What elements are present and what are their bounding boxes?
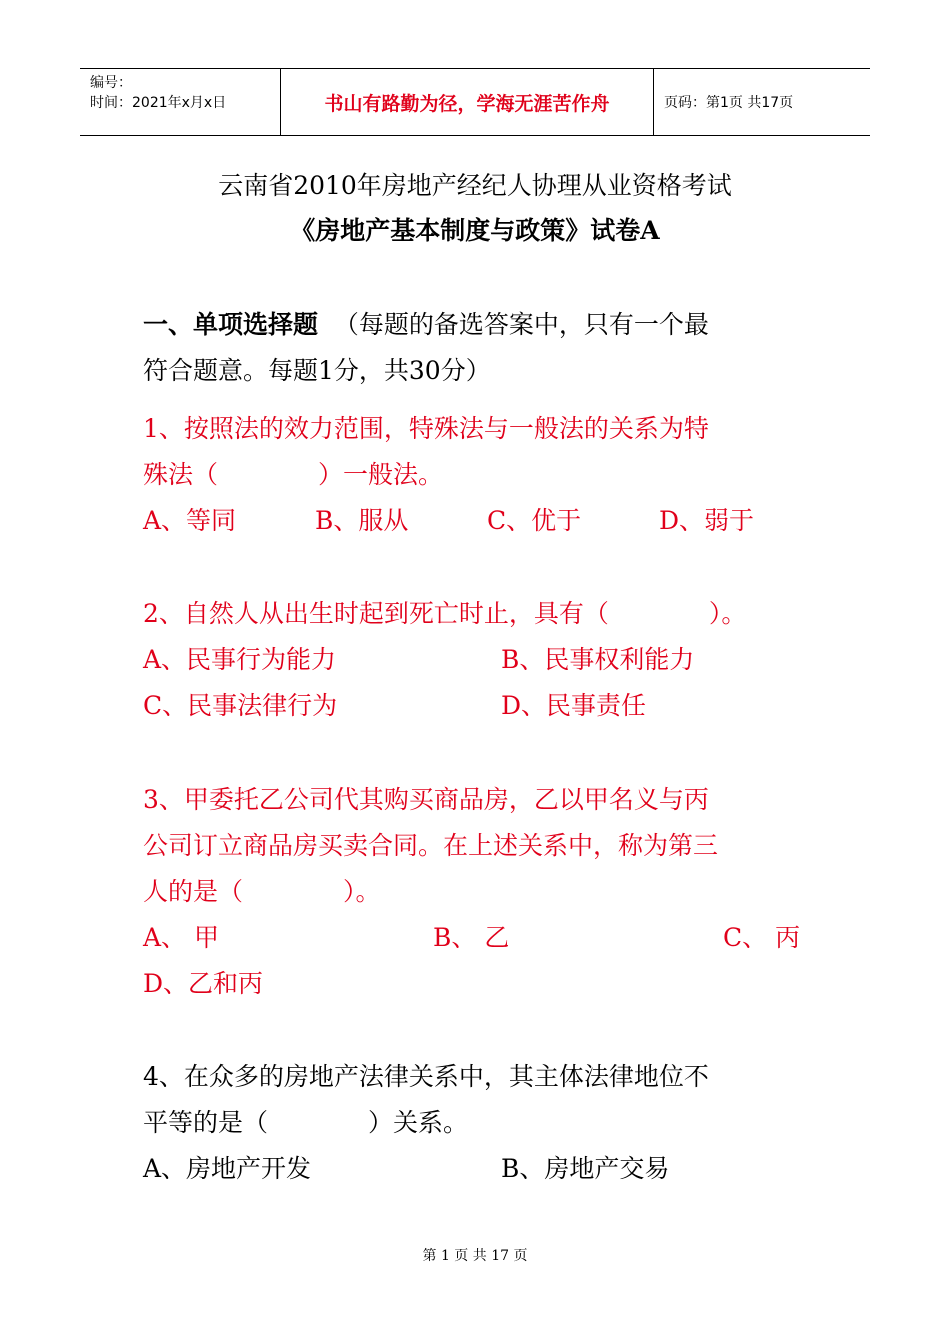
section-note-2: 符合题意。每题1分，共30分）	[143, 356, 491, 385]
option-a[interactable]: A、房地产开发	[143, 1154, 312, 1183]
question-1-stem-1: 1、按照法的效力范围，特殊法与一般法的关系为特	[143, 414, 709, 443]
question-1-options	[143, 498, 823, 544]
exam-subtitle: 《房地产基本制度与政策》试卷A	[290, 216, 660, 245]
section-note-1: （每题的备选答案中，只有一个最	[333, 310, 709, 339]
question-3-stem-2: 公司订立商品房买卖合同。在上述关系中，称为第三	[143, 831, 719, 860]
question-4	[143, 1054, 823, 1192]
question-2	[143, 591, 823, 729]
question-2-options-row-1	[143, 637, 823, 683]
page-info: 页码：第1页 共17页	[664, 95, 794, 111]
question-1-stem-2: 殊法（ ）一般法。	[143, 460, 444, 489]
header-meta-cell	[80, 69, 281, 135]
time-label: 时间：2021年x月x日	[90, 95, 227, 111]
option-c[interactable]: C、优于	[487, 506, 582, 535]
section-heading-block	[143, 302, 823, 394]
option-d[interactable]: D、民事责任	[501, 691, 647, 720]
number-label: 编号：	[90, 75, 132, 91]
exam-title: 云南省2010年房地产经纪人协理从业资格考试	[218, 171, 732, 200]
option-d[interactable]: D、弱于	[659, 506, 755, 535]
option-b[interactable]: B、 乙	[433, 923, 510, 952]
option-a[interactable]: A、 甲	[143, 923, 220, 952]
option-b[interactable]: B、服从	[315, 506, 409, 535]
header-motto-cell	[281, 69, 654, 135]
motto-text: 书山有路勤为径，学海无涯苦作舟	[324, 92, 610, 115]
option-c[interactable]: C、 丙	[723, 923, 801, 952]
option-b[interactable]: B、房地产交易	[501, 1154, 670, 1183]
option-a[interactable]: A、等同	[143, 506, 237, 535]
question-3-options-row-2	[143, 961, 823, 1007]
header-page-cell	[654, 69, 870, 135]
question-4-stem-1: 4、在众多的房地产法律关系中，其主体法律地位不	[143, 1062, 709, 1091]
option-c[interactable]: C、民事法律行为	[143, 691, 338, 720]
header-table	[80, 68, 870, 136]
question-3	[143, 777, 823, 1007]
option-b[interactable]: B、民事权利能力	[501, 645, 695, 674]
question-4-options	[143, 1146, 823, 1192]
question-4-stem-2: 平等的是（ ）关系。	[143, 1108, 469, 1137]
option-a[interactable]: A、民事行为能力	[143, 645, 337, 674]
question-2-stem-1: 2、自然人从出生时起到死亡时止，具有（ ）。	[143, 599, 747, 628]
question-3-options-row-1	[143, 915, 823, 961]
question-1	[143, 406, 823, 544]
option-d[interactable]: D、乙和丙	[143, 969, 264, 998]
question-2-options-row-2	[143, 683, 823, 729]
page-footer: 第 1 页 共 17 页	[422, 1248, 528, 1264]
section-heading: 一、单项选择题	[143, 310, 319, 339]
question-3-stem-1: 3、甲委托乙公司代其购买商品房，乙以甲名义与丙	[143, 785, 709, 814]
question-3-stem-3: 人的是（ ）。	[143, 877, 381, 906]
